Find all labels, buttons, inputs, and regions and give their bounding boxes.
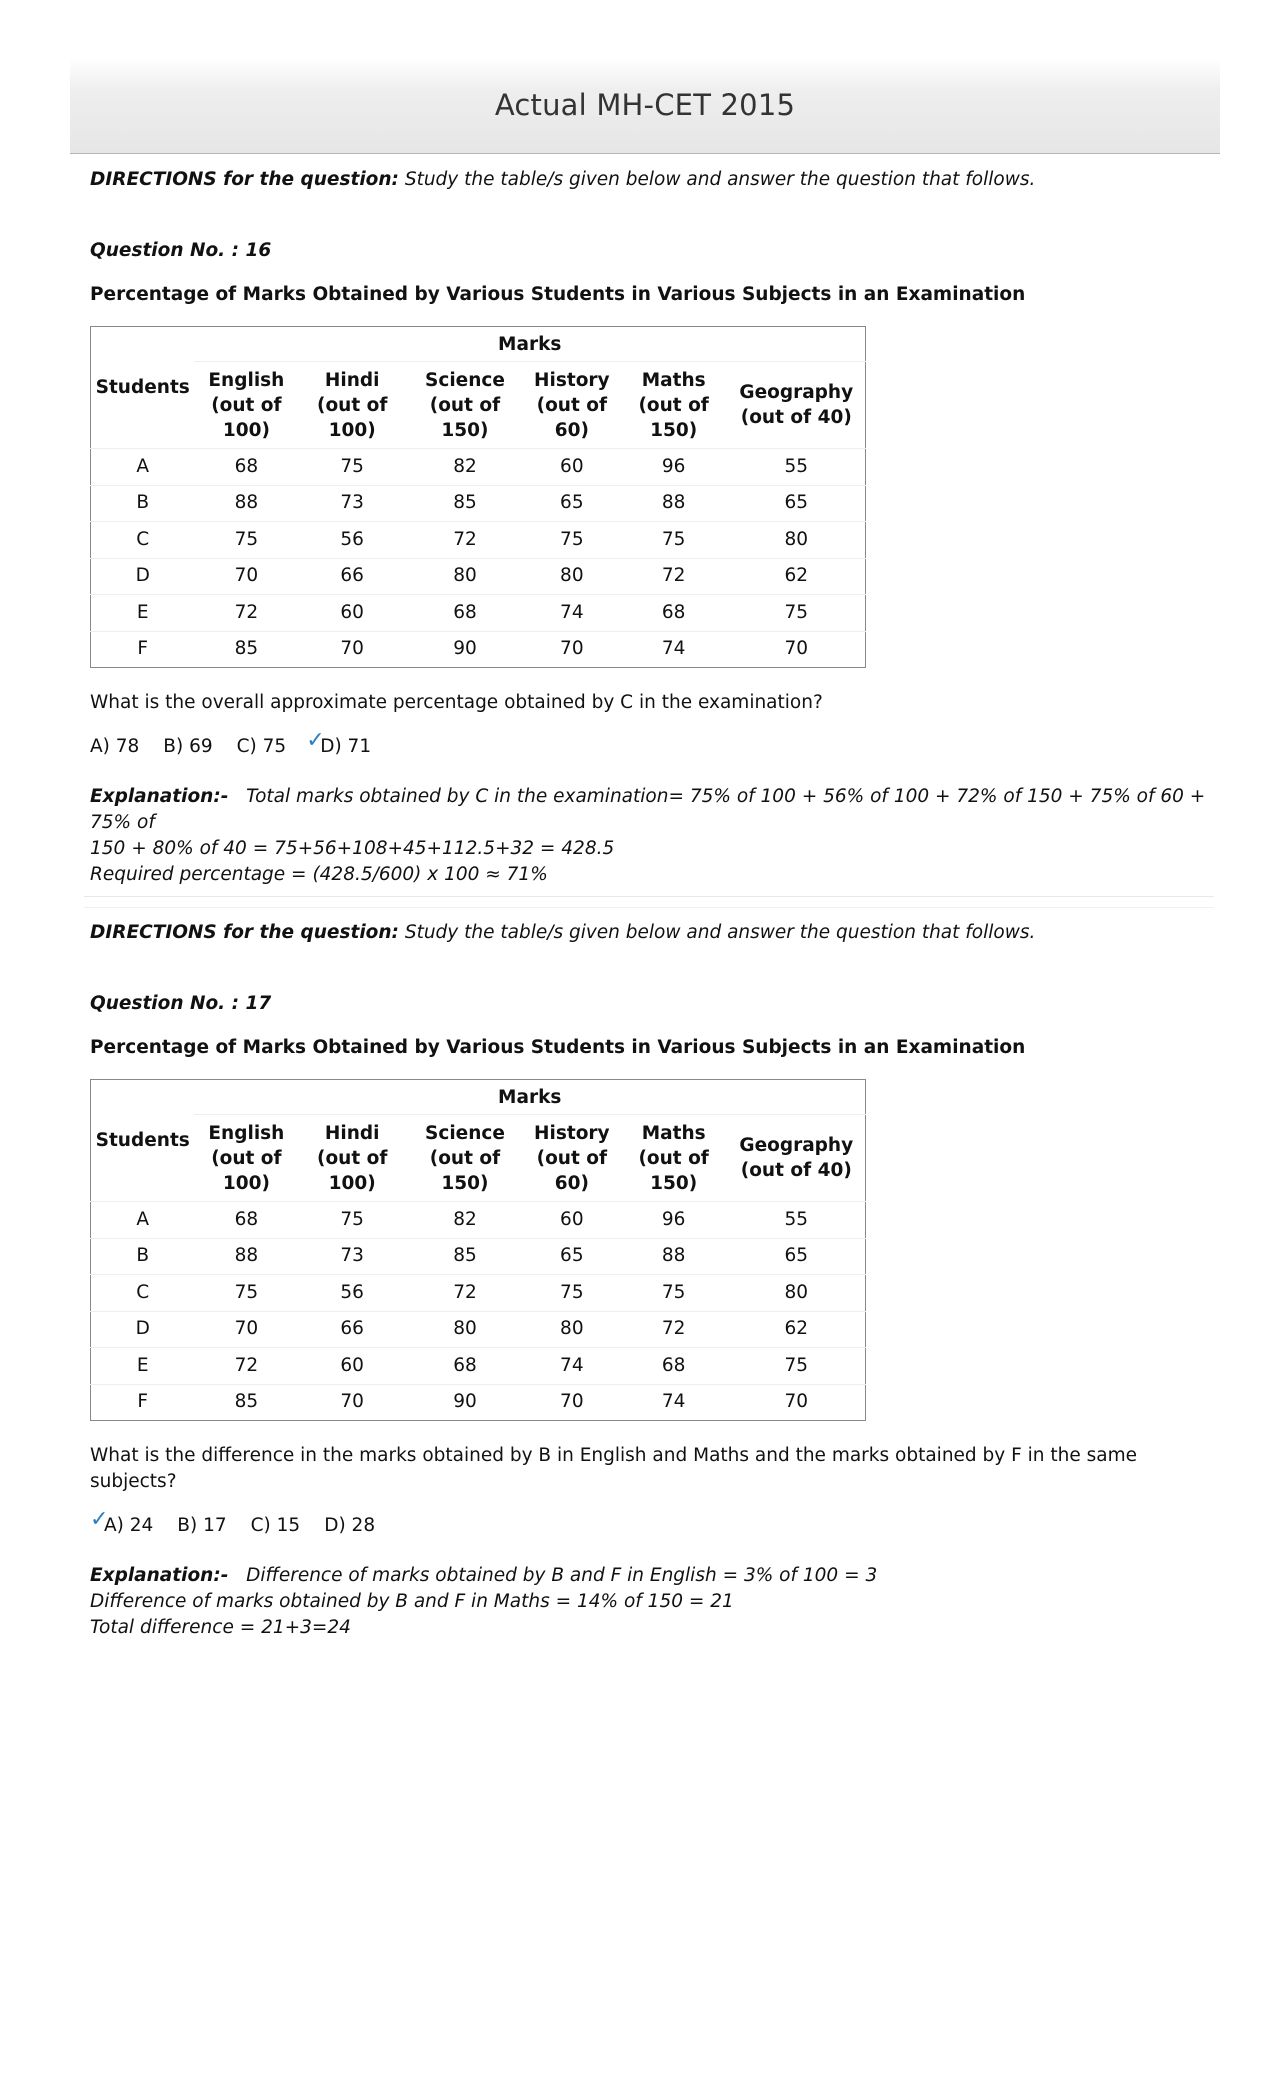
option-d-correct[interactable] bbox=[306, 728, 372, 760]
table-cell: D bbox=[91, 1311, 195, 1348]
table-cell: D bbox=[91, 558, 195, 595]
option-a-correct[interactable] bbox=[90, 1507, 154, 1539]
table-cell: 65 bbox=[524, 485, 620, 522]
explanation-line-3: Total difference = 21+3=24 bbox=[90, 1617, 351, 1638]
table-cell: E bbox=[91, 1348, 195, 1385]
subject-header-maths: Maths (out of 150) bbox=[620, 1115, 728, 1202]
table-cell: 73 bbox=[298, 1238, 406, 1275]
table-cell: 68 bbox=[194, 449, 298, 486]
table-cell: F bbox=[91, 631, 195, 668]
question-divider bbox=[84, 896, 1214, 908]
answer-options bbox=[90, 1507, 1210, 1539]
question-number: Question No. : 17 bbox=[90, 993, 272, 1014]
explanation-line-1: Explanation:- Difference of marks obtained by B and F in English = 3% of 100 = 3 bbox=[90, 1565, 878, 1586]
table-cell: 74 bbox=[620, 1384, 728, 1421]
table-cell: 70 bbox=[298, 631, 406, 668]
marks-header: Marks bbox=[498, 1086, 562, 1108]
students-header: Students bbox=[95, 377, 190, 398]
table-cell: 75 bbox=[728, 595, 866, 632]
subject-header-hindi: Hindi (out of 100) bbox=[298, 1115, 406, 1202]
table-row bbox=[91, 449, 866, 486]
check-icon: ✓ bbox=[90, 1507, 109, 1532]
table-cell: C bbox=[91, 522, 195, 559]
table-cell: 80 bbox=[524, 558, 620, 595]
table-cell: 72 bbox=[406, 522, 524, 559]
table-cell: 75 bbox=[194, 522, 298, 559]
directions bbox=[90, 920, 1210, 946]
table-cell: 80 bbox=[524, 1311, 620, 1348]
table-cell: 88 bbox=[620, 485, 728, 522]
explanation bbox=[90, 784, 1210, 888]
table-cell: 72 bbox=[620, 1311, 728, 1348]
table-cell: F bbox=[91, 1384, 195, 1421]
subject-header-science: Science (out of 150) bbox=[406, 1115, 524, 1202]
table-cell: 68 bbox=[406, 1348, 524, 1385]
explanation-line-2: 150 + 80% of 40 = 75+56+108+45+112.5+32 = 428.5 bbox=[90, 838, 615, 859]
table-cell: 75 bbox=[194, 1275, 298, 1312]
table-cell: 62 bbox=[728, 1311, 866, 1348]
table-row bbox=[91, 631, 866, 668]
table-cell: B bbox=[91, 1238, 195, 1275]
table-cell: 75 bbox=[524, 1275, 620, 1312]
question-text: What is the difference in the marks obtained by B in English and Maths and the marks obtained by F in the same subjects? bbox=[90, 1445, 1138, 1492]
option-d-label: D) 71 bbox=[320, 736, 372, 757]
table-cell: 70 bbox=[524, 1384, 620, 1421]
table-cell: 72 bbox=[194, 1348, 298, 1385]
table-cell: 96 bbox=[620, 1202, 728, 1239]
option-c[interactable]: C) 15 bbox=[250, 1515, 301, 1536]
table-row bbox=[91, 1202, 866, 1239]
table-cell: 80 bbox=[406, 1311, 524, 1348]
table-title: Percentage of Marks Obtained by Various Students in Various Subjects in an Examination bbox=[90, 1037, 1026, 1058]
explanation bbox=[90, 1563, 1210, 1641]
table-cell: 70 bbox=[298, 1384, 406, 1421]
table-cell: 82 bbox=[406, 1202, 524, 1239]
subject-header-english: English (out of 100) bbox=[194, 362, 298, 449]
table-cell: 60 bbox=[524, 1202, 620, 1239]
table-cell: 70 bbox=[194, 1311, 298, 1348]
table-cell: 85 bbox=[406, 1238, 524, 1275]
table-row bbox=[91, 1311, 866, 1348]
subject-header-english: English (out of 100) bbox=[194, 1115, 298, 1202]
table-cell: 85 bbox=[194, 1384, 298, 1421]
option-a-label: A) 24 bbox=[104, 1515, 154, 1536]
table-cell: 68 bbox=[194, 1202, 298, 1239]
explanation-line-3: Required percentage = (428.5/600) x 100 ≈ 71% bbox=[90, 864, 548, 885]
table-cell: 80 bbox=[406, 558, 524, 595]
table-cell: 80 bbox=[728, 522, 866, 559]
table-cell: A bbox=[91, 449, 195, 486]
directions-label: DIRECTIONS for the question: bbox=[90, 169, 399, 190]
answer-options bbox=[90, 728, 1210, 760]
table-row bbox=[91, 1275, 866, 1312]
table-row bbox=[91, 1238, 866, 1275]
option-a[interactable]: A) 78 bbox=[90, 736, 140, 757]
directions bbox=[90, 167, 1210, 193]
subject-header-maths: Maths (out of 150) bbox=[620, 362, 728, 449]
table-cell: 80 bbox=[728, 1275, 866, 1312]
directions-text: Study the table/s given below and answer the question that follows. bbox=[404, 922, 1036, 943]
table-cell: 68 bbox=[620, 595, 728, 632]
table-cell: 70 bbox=[524, 631, 620, 668]
option-c[interactable]: C) 75 bbox=[236, 736, 287, 757]
table-cell: 65 bbox=[524, 1238, 620, 1275]
table-cell: 72 bbox=[194, 595, 298, 632]
table-cell: 75 bbox=[524, 522, 620, 559]
table-cell: 70 bbox=[728, 1384, 866, 1421]
table-cell: 85 bbox=[194, 631, 298, 668]
table-cell: B bbox=[91, 485, 195, 522]
table-cell: A bbox=[91, 1202, 195, 1239]
table-cell: 90 bbox=[406, 631, 524, 668]
table-cell: 55 bbox=[728, 1202, 866, 1239]
table-cell: 60 bbox=[298, 595, 406, 632]
table-cell: 75 bbox=[620, 1275, 728, 1312]
table-cell: 73 bbox=[298, 485, 406, 522]
table-cell: 88 bbox=[194, 1238, 298, 1275]
marks-table bbox=[90, 1079, 866, 1421]
table-cell: 75 bbox=[728, 1348, 866, 1385]
table-cell: 70 bbox=[728, 631, 866, 668]
table-cell: 65 bbox=[728, 1238, 866, 1275]
table-cell: 74 bbox=[524, 595, 620, 632]
table-cell: 60 bbox=[524, 449, 620, 486]
check-icon: ✓ bbox=[306, 728, 325, 753]
subject-header-geography: Geography (out of 40) bbox=[728, 362, 866, 449]
table-cell: 65 bbox=[728, 485, 866, 522]
table-cell: 88 bbox=[194, 485, 298, 522]
subject-header-science: Science (out of 150) bbox=[406, 362, 524, 449]
question-block-16 bbox=[90, 167, 1210, 888]
table-cell: 75 bbox=[298, 1202, 406, 1239]
table-cell: 72 bbox=[406, 1275, 524, 1312]
table-row bbox=[91, 558, 866, 595]
table-cell: 62 bbox=[728, 558, 866, 595]
table-row bbox=[91, 1348, 866, 1385]
table-cell: 66 bbox=[298, 1311, 406, 1348]
table-cell: 70 bbox=[194, 558, 298, 595]
page-title: Actual MH-CET 2015 bbox=[494, 88, 796, 122]
explanation-line-1: Explanation:- Total marks obtained by C in the examination= 75% of 100 + 56% of 100 + 72% of 150 + 75% of 60 + 75% of bbox=[90, 786, 1206, 833]
table-cell: 55 bbox=[728, 449, 866, 486]
page-header bbox=[70, 58, 1220, 154]
table-cell: 90 bbox=[406, 1384, 524, 1421]
students-header: Students bbox=[95, 1130, 190, 1151]
table-row bbox=[91, 1384, 866, 1421]
table-cell: C bbox=[91, 1275, 195, 1312]
table-cell: 72 bbox=[620, 558, 728, 595]
directions-label: DIRECTIONS for the question: bbox=[90, 922, 399, 943]
option-b[interactable]: B) 69 bbox=[163, 736, 213, 757]
table-cell: 68 bbox=[620, 1348, 728, 1385]
table-cell: 88 bbox=[620, 1238, 728, 1275]
explanation-label: Explanation:- bbox=[90, 1565, 229, 1586]
table-cell: 75 bbox=[298, 449, 406, 486]
table-row bbox=[91, 522, 866, 559]
table-cell: 96 bbox=[620, 449, 728, 486]
marks-header: Marks bbox=[498, 333, 562, 355]
table-cell: 56 bbox=[298, 522, 406, 559]
table-cell: 74 bbox=[620, 631, 728, 668]
explanation-label: Explanation:- bbox=[90, 786, 229, 807]
subject-header-geography: Geography (out of 40) bbox=[728, 1115, 866, 1202]
table-cell: 68 bbox=[406, 595, 524, 632]
subject-header-hindi: Hindi (out of 100) bbox=[298, 362, 406, 449]
directions-text: Study the table/s given below and answer the question that follows. bbox=[404, 169, 1036, 190]
table-cell: 60 bbox=[298, 1348, 406, 1385]
question-block-17 bbox=[90, 920, 1210, 1641]
marks-table bbox=[90, 326, 866, 668]
table-row bbox=[91, 485, 866, 522]
subject-header-history: History (out of 60) bbox=[524, 362, 620, 449]
table-cell: 82 bbox=[406, 449, 524, 486]
table-cell: E bbox=[91, 595, 195, 632]
explanation-line-2: Difference of marks obtained by B and F in Maths = 14% of 150 = 21 bbox=[90, 1591, 734, 1612]
question-number: Question No. : 16 bbox=[90, 240, 272, 261]
table-cell: 75 bbox=[620, 522, 728, 559]
table-cell: 56 bbox=[298, 1275, 406, 1312]
table-cell: 66 bbox=[298, 558, 406, 595]
table-title: Percentage of Marks Obtained by Various Students in Various Subjects in an Examination bbox=[90, 284, 1026, 305]
table-row bbox=[91, 595, 866, 632]
option-d[interactable]: D) 28 bbox=[324, 1515, 376, 1536]
table-cell: 74 bbox=[524, 1348, 620, 1385]
table-cell: 85 bbox=[406, 485, 524, 522]
option-b[interactable]: B) 17 bbox=[177, 1515, 227, 1536]
subject-header-history: History (out of 60) bbox=[524, 1115, 620, 1202]
question-text: What is the overall approximate percentage obtained by C in the examination? bbox=[90, 692, 823, 713]
